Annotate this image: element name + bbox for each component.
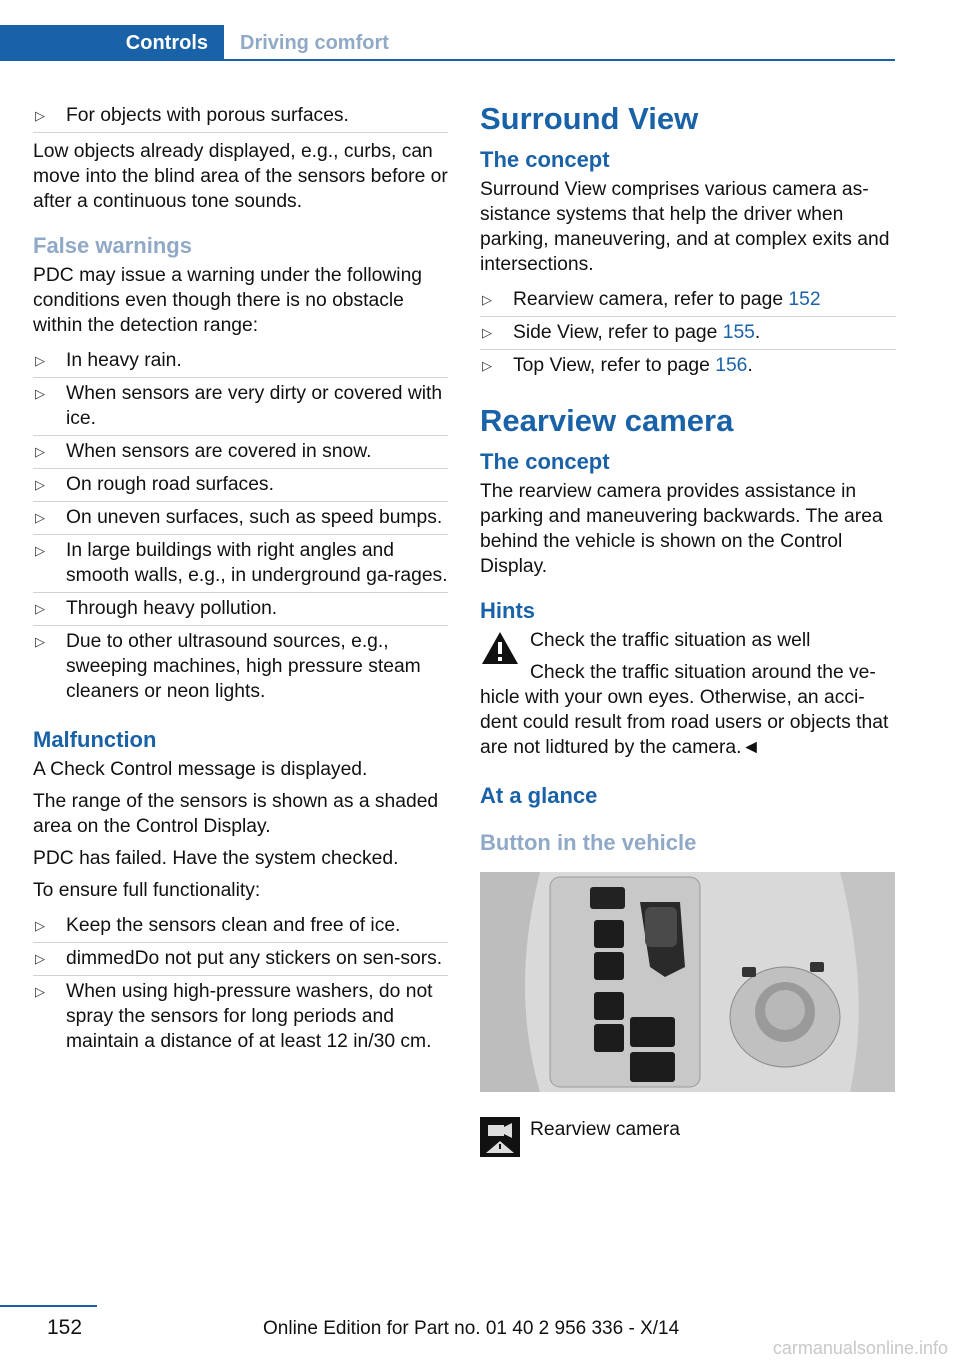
false-warnings-list	[33, 345, 448, 708]
section-title: Surround View	[480, 101, 699, 136]
section-heading: Malfunction	[33, 727, 157, 752]
list-item: ▷ For objects with porous surfaces.	[33, 100, 448, 133]
list-item: ▷ When sensors are covered in snow.	[33, 436, 448, 469]
footer-rule	[0, 1305, 97, 1307]
paragraph: The range of the sensors is shown as a shaded area on the Control Display.	[33, 791, 439, 837]
page-link[interactable]: 156	[715, 355, 748, 376]
header-rule	[0, 59, 895, 61]
warning-triangle-icon	[480, 630, 520, 666]
triangle-bullet-icon: ▷	[35, 353, 45, 368]
triangle-bullet-icon: ▷	[35, 543, 45, 558]
page-number: 152	[47, 1316, 83, 1339]
list-item: ▷ dimmedDo not put any stickers on sen-sors.	[33, 943, 448, 976]
button-caption: Rearview camera	[530, 1119, 681, 1140]
section-heading: The concept	[480, 449, 610, 474]
left-column	[33, 100, 448, 1058]
triangle-bullet-icon: ▷	[482, 325, 492, 340]
porous-list	[33, 100, 448, 133]
chapter-tabs	[0, 25, 895, 61]
triangle-bullet-icon: ▷	[35, 477, 45, 492]
list-item: ▷ Keep the sensors clean and free of ice.	[33, 910, 448, 943]
watermark: carmanualsonline.info	[772, 1338, 948, 1358]
section-heading: Hints	[480, 598, 535, 623]
list-item: ▷ When sensors are very dirty or covered with ice.	[33, 378, 448, 436]
center-console-photo	[480, 872, 895, 1092]
list-item: ▷ Rearview camera, refer to page 152	[480, 284, 896, 317]
list-item: ▷ On rough road surfaces.	[33, 469, 448, 502]
list-item: ▷ On uneven surfaces, such as speed bumps.	[33, 502, 448, 535]
list-item: ▷ In large buildings with right angles and smooth walls, e.g., in underground ga-rages.	[33, 535, 448, 593]
list-item: ▷ Through heavy pollution.	[33, 593, 448, 626]
functionality-list	[33, 910, 448, 1058]
triangle-bullet-icon: ▷	[35, 510, 45, 525]
list-item: ▷ In heavy rain.	[33, 345, 448, 378]
right-column	[480, 100, 896, 1149]
paragraph: To ensure full functionality:	[33, 880, 261, 901]
list-item: ▷ Side View, refer to page 155.	[480, 317, 896, 350]
triangle-bullet-icon: ▷	[35, 601, 45, 616]
paragraph: A Check Control message is displayed.	[33, 759, 368, 780]
paragraph: PDC has failed. Have the system checked.	[33, 848, 399, 869]
triangle-bullet-icon: ▷	[35, 984, 45, 999]
triangle-bullet-icon: ▷	[482, 292, 492, 307]
triangle-bullet-icon: ▷	[35, 108, 45, 123]
warning-text: Check the traffic situation around the ve-hicle with your own eyes. Otherwise, an acci-dent could result from road users or objects that are not lidtured by the camera.◄	[480, 662, 889, 758]
page-link[interactable]: 152	[788, 289, 821, 310]
section-title: Rearview camera	[480, 403, 734, 438]
triangle-bullet-icon: ▷	[482, 358, 492, 373]
paragraph: Surround View comprises various camera as-sistance systems that help the driver when parking, maneuvering, and at complex exits and intersections.	[480, 179, 890, 275]
triangle-bullet-icon: ▷	[35, 444, 45, 459]
rearview-camera-icon	[480, 1117, 520, 1157]
rearview-button-row	[480, 1117, 896, 1142]
warning-box	[480, 628, 896, 653]
paragraph: The rearview camera provides assistance in parking and maneuvering backwards. The area behind the vehicle is shown on the Control Display.	[480, 481, 883, 577]
triangle-bullet-icon: ▷	[35, 951, 45, 966]
triangle-bullet-icon: ▷	[35, 918, 45, 933]
edition-text: Online Edition for Part no. 01 40 2 956 336 - X/14	[263, 1318, 680, 1339]
tab-driving-comfort[interactable]: Driving comfort	[240, 31, 389, 54]
tab-controls[interactable]: Controls	[0, 25, 224, 61]
list-item: ▷ Top View, refer to page 156.	[482, 355, 753, 376]
triangle-bullet-icon: ▷	[35, 386, 45, 401]
section-heading: False warnings	[33, 233, 192, 258]
triangle-bullet-icon: ▷	[35, 634, 45, 649]
section-heading: The concept	[480, 147, 610, 172]
list-item: ▷ Due to other ultrasound sources, e.g., sweeping machines, high pressure steam cleaners or neon lights.	[35, 631, 421, 702]
surround-list	[480, 284, 896, 382]
paragraph: PDC may issue a warning under the following conditions even though there is no obstacle within the detection range:	[33, 265, 423, 336]
section-heading: Button in the vehicle	[480, 830, 697, 855]
page-link[interactable]: 155	[722, 322, 755, 343]
paragraph: Low objects already displayed, e.g., curbs, can move into the blind area of the sensors before or after a continuous tone sounds.	[33, 141, 448, 212]
warning-title: Check the traffic situation as well	[530, 630, 811, 651]
section-heading: At a glance	[480, 783, 598, 808]
list-item: ▷ When using high-pressure washers, do not spray the sensors for long periods and maintain a distance of at least 12 in/30 cm.	[35, 981, 433, 1052]
